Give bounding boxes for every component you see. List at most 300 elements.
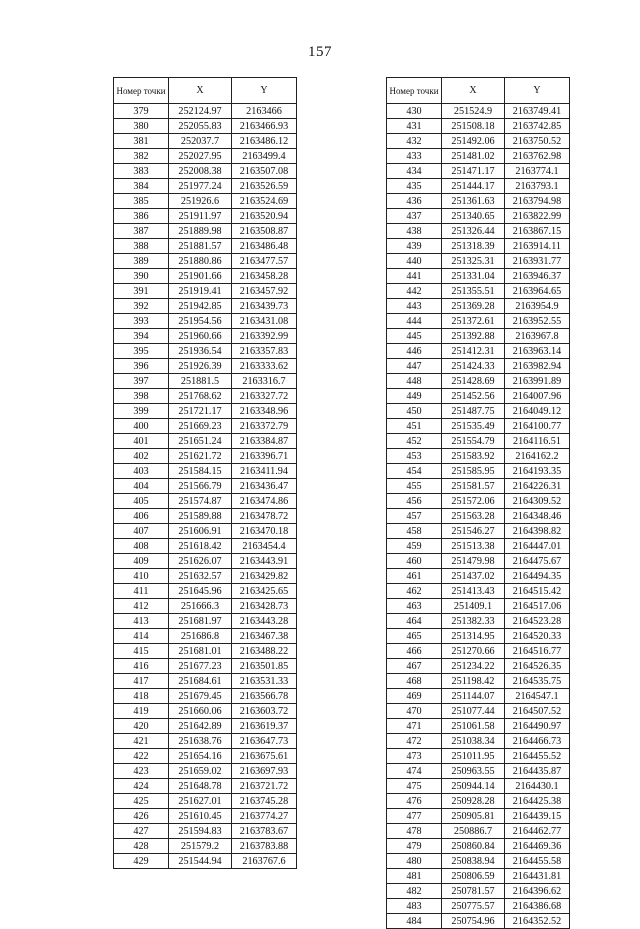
cell-point-number: 459 — [387, 539, 442, 554]
cell-point-number: 417 — [114, 674, 169, 689]
table-row — [114, 659, 297, 674]
cell-x: 251679.45 — [169, 689, 232, 704]
cell-point-number: 387 — [114, 224, 169, 239]
cell-point-number: 391 — [114, 284, 169, 299]
cell-x: 251524.9 — [442, 104, 505, 119]
cell-point-number: 439 — [387, 239, 442, 254]
cell-x: 251314.95 — [442, 629, 505, 644]
cell-x: 251926.39 — [169, 359, 232, 374]
cell-point-number: 443 — [387, 299, 442, 314]
table-row — [387, 674, 570, 689]
cell-point-number: 424 — [114, 779, 169, 794]
cell-point-number: 399 — [114, 404, 169, 419]
table-row — [114, 119, 297, 134]
table-row — [114, 344, 297, 359]
cell-point-number: 481 — [387, 869, 442, 884]
cell-y: 2163867.15 — [505, 224, 570, 239]
table-row — [387, 464, 570, 479]
table-row — [114, 554, 297, 569]
table-row — [387, 374, 570, 389]
cell-x: 251011.95 — [442, 749, 505, 764]
coordinates-table-left — [113, 77, 297, 869]
cell-x: 251880.86 — [169, 254, 232, 269]
header-point-number: Номер точки — [387, 78, 442, 104]
header-x: X — [442, 78, 505, 104]
cell-x: 252124.97 — [169, 104, 232, 119]
cell-x: 251437.02 — [442, 569, 505, 584]
cell-point-number: 465 — [387, 629, 442, 644]
table-row — [387, 344, 570, 359]
cell-y: 2164348.46 — [505, 509, 570, 524]
cell-x: 251585.95 — [442, 464, 505, 479]
table-row — [387, 764, 570, 779]
table-row — [387, 389, 570, 404]
cell-y: 2163647.73 — [232, 734, 297, 749]
cell-x: 251651.24 — [169, 434, 232, 449]
table-row — [387, 554, 570, 569]
table-row — [387, 209, 570, 224]
cell-y: 2163822.99 — [505, 209, 570, 224]
cell-point-number: 415 — [114, 644, 169, 659]
cell-y: 2163316.7 — [232, 374, 297, 389]
cell-point-number: 468 — [387, 674, 442, 689]
table-row — [114, 479, 297, 494]
table-row — [114, 209, 297, 224]
cell-y: 2164507.52 — [505, 704, 570, 719]
cell-point-number: 390 — [114, 269, 169, 284]
cell-point-number: 420 — [114, 719, 169, 734]
cell-y: 2163991.89 — [505, 374, 570, 389]
cell-x: 251392.88 — [442, 329, 505, 344]
cell-point-number: 419 — [114, 704, 169, 719]
cell-point-number: 467 — [387, 659, 442, 674]
cell-y: 2163499.4 — [232, 149, 297, 164]
cell-point-number: 438 — [387, 224, 442, 239]
cell-y: 2164430.1 — [505, 779, 570, 794]
cell-point-number: 416 — [114, 659, 169, 674]
table-row — [387, 119, 570, 134]
cell-point-number: 452 — [387, 434, 442, 449]
cell-point-number: 380 — [114, 119, 169, 134]
cell-x: 251508.18 — [442, 119, 505, 134]
cell-y: 2164494.35 — [505, 569, 570, 584]
cell-x: 251546.27 — [442, 524, 505, 539]
cell-y: 2163474.86 — [232, 494, 297, 509]
header-y: Y — [505, 78, 570, 104]
table-row — [114, 254, 297, 269]
cell-x: 250928.28 — [442, 794, 505, 809]
cell-x: 251471.17 — [442, 164, 505, 179]
cell-y: 2163470.18 — [232, 524, 297, 539]
table-row — [114, 749, 297, 764]
table-row — [387, 509, 570, 524]
cell-point-number: 435 — [387, 179, 442, 194]
cell-x: 251144.07 — [442, 689, 505, 704]
cell-y: 2164523.28 — [505, 614, 570, 629]
cell-point-number: 414 — [114, 629, 169, 644]
cell-y: 2163467.38 — [232, 629, 297, 644]
cell-point-number: 458 — [387, 524, 442, 539]
cell-x: 251936.54 — [169, 344, 232, 359]
table-row — [387, 794, 570, 809]
cell-x: 251942.85 — [169, 299, 232, 314]
cell-y: 2163486.48 — [232, 239, 297, 254]
cell-y: 2163982.94 — [505, 359, 570, 374]
table-row — [387, 524, 570, 539]
cell-y: 2163478.72 — [232, 509, 297, 524]
cell-y: 2163783.67 — [232, 824, 297, 839]
table-row — [114, 704, 297, 719]
table-row — [114, 539, 297, 554]
cell-x: 251413.43 — [442, 584, 505, 599]
table-row — [114, 764, 297, 779]
table-row — [387, 164, 570, 179]
cell-point-number: 392 — [114, 299, 169, 314]
cell-x: 251340.65 — [442, 209, 505, 224]
cell-point-number: 455 — [387, 479, 442, 494]
cell-x: 251642.89 — [169, 719, 232, 734]
cell-x: 251382.33 — [442, 614, 505, 629]
cell-y: 2163508.87 — [232, 224, 297, 239]
cell-point-number: 463 — [387, 599, 442, 614]
cell-x: 251270.66 — [442, 644, 505, 659]
table-row — [114, 269, 297, 284]
cell-x: 251684.61 — [169, 674, 232, 689]
cell-point-number: 421 — [114, 734, 169, 749]
cell-x: 251566.79 — [169, 479, 232, 494]
cell-y: 2164007.96 — [505, 389, 570, 404]
cell-point-number: 425 — [114, 794, 169, 809]
cell-x: 251638.76 — [169, 734, 232, 749]
table-row — [387, 569, 570, 584]
cell-y: 2164520.33 — [505, 629, 570, 644]
cell-x: 251768.62 — [169, 389, 232, 404]
cell-x: 251234.22 — [442, 659, 505, 674]
table-row — [387, 629, 570, 644]
cell-point-number: 476 — [387, 794, 442, 809]
cell-x: 251919.41 — [169, 284, 232, 299]
cell-point-number: 410 — [114, 569, 169, 584]
cell-x: 252055.83 — [169, 119, 232, 134]
cell-y: 2163794.98 — [505, 194, 570, 209]
cell-x: 251594.83 — [169, 824, 232, 839]
cell-x: 251481.02 — [442, 149, 505, 164]
cell-y: 2163745.28 — [232, 794, 297, 809]
header-point-number: Номер точки — [114, 78, 169, 104]
cell-y: 2164517.06 — [505, 599, 570, 614]
table-row — [114, 809, 297, 824]
cell-point-number: 441 — [387, 269, 442, 284]
cell-y: 2164309.52 — [505, 494, 570, 509]
cell-point-number: 396 — [114, 359, 169, 374]
cell-y: 2164439.15 — [505, 809, 570, 824]
cell-point-number: 388 — [114, 239, 169, 254]
table-row — [387, 359, 570, 374]
cell-y: 2163524.69 — [232, 194, 297, 209]
table-row — [387, 779, 570, 794]
table-row — [114, 419, 297, 434]
cell-y: 2163783.88 — [232, 839, 297, 854]
cell-point-number: 394 — [114, 329, 169, 344]
cell-point-number: 411 — [114, 584, 169, 599]
table-row — [114, 644, 297, 659]
cell-y: 2163507.08 — [232, 164, 297, 179]
table-row — [114, 629, 297, 644]
cell-point-number: 431 — [387, 119, 442, 134]
cell-y: 2164490.97 — [505, 719, 570, 734]
cell-y: 2164469.36 — [505, 839, 570, 854]
cell-y: 2164447.01 — [505, 539, 570, 554]
table-row — [387, 269, 570, 284]
cell-y: 2163396.71 — [232, 449, 297, 464]
cell-x: 250838.94 — [442, 854, 505, 869]
cell-y: 2164455.52 — [505, 749, 570, 764]
cell-x: 251487.75 — [442, 404, 505, 419]
cell-y: 2163749.41 — [505, 104, 570, 119]
cell-point-number: 442 — [387, 284, 442, 299]
table-row — [387, 899, 570, 914]
cell-point-number: 426 — [114, 809, 169, 824]
table-row — [114, 824, 297, 839]
cell-x: 251881.57 — [169, 239, 232, 254]
cell-y: 2164526.35 — [505, 659, 570, 674]
table-row — [114, 404, 297, 419]
cell-point-number: 456 — [387, 494, 442, 509]
cell-x: 251544.94 — [169, 854, 232, 869]
cell-y: 2164386.68 — [505, 899, 570, 914]
cell-y: 2163357.83 — [232, 344, 297, 359]
cell-y: 2163384.87 — [232, 434, 297, 449]
cell-y: 2163520.94 — [232, 209, 297, 224]
cell-point-number: 422 — [114, 749, 169, 764]
table-header-row — [114, 78, 297, 104]
cell-point-number: 477 — [387, 809, 442, 824]
table-row — [387, 239, 570, 254]
table-header-row — [387, 78, 570, 104]
cell-x: 251554.79 — [442, 434, 505, 449]
table-row — [387, 689, 570, 704]
cell-x: 251721.17 — [169, 404, 232, 419]
table-row — [114, 314, 297, 329]
cell-x: 251452.56 — [442, 389, 505, 404]
cell-y: 2163457.92 — [232, 284, 297, 299]
table-row — [387, 884, 570, 899]
cell-y: 2163963.14 — [505, 344, 570, 359]
cell-point-number: 470 — [387, 704, 442, 719]
table-row — [387, 329, 570, 344]
cell-x: 251077.44 — [442, 704, 505, 719]
cell-y: 2163333.62 — [232, 359, 297, 374]
cell-x: 250781.57 — [442, 884, 505, 899]
table-row — [387, 179, 570, 194]
cell-point-number: 434 — [387, 164, 442, 179]
table-row — [114, 359, 297, 374]
cell-y: 2163603.72 — [232, 704, 297, 719]
cell-x: 251660.06 — [169, 704, 232, 719]
cell-point-number: 429 — [114, 854, 169, 869]
cell-point-number: 454 — [387, 464, 442, 479]
table-row — [387, 314, 570, 329]
cell-x: 251061.58 — [442, 719, 505, 734]
table-row — [387, 824, 570, 839]
cell-y: 2163443.28 — [232, 614, 297, 629]
cell-y: 2163967.8 — [505, 329, 570, 344]
cell-point-number: 469 — [387, 689, 442, 704]
table-row — [387, 494, 570, 509]
cell-x: 252037.7 — [169, 134, 232, 149]
table-row — [387, 149, 570, 164]
cell-point-number: 401 — [114, 434, 169, 449]
cell-y: 2163697.93 — [232, 764, 297, 779]
cell-y: 2163774.1 — [505, 164, 570, 179]
table-row — [114, 569, 297, 584]
cell-y: 2163486.12 — [232, 134, 297, 149]
table-row — [114, 674, 297, 689]
cell-y: 2164396.62 — [505, 884, 570, 899]
table-row — [114, 854, 297, 869]
cell-y: 2164466.73 — [505, 734, 570, 749]
cell-point-number: 478 — [387, 824, 442, 839]
table-row — [114, 149, 297, 164]
cell-point-number: 432 — [387, 134, 442, 149]
table-row — [387, 809, 570, 824]
cell-x: 251889.98 — [169, 224, 232, 239]
cell-y: 2164475.67 — [505, 554, 570, 569]
cell-point-number: 379 — [114, 104, 169, 119]
cell-x: 251659.02 — [169, 764, 232, 779]
cell-y: 2163488.22 — [232, 644, 297, 659]
table-row — [387, 734, 570, 749]
cell-y: 2163762.98 — [505, 149, 570, 164]
cell-point-number: 436 — [387, 194, 442, 209]
cell-point-number: 386 — [114, 209, 169, 224]
cell-y: 2163372.79 — [232, 419, 297, 434]
cell-y: 2163721.72 — [232, 779, 297, 794]
cell-x: 251355.51 — [442, 284, 505, 299]
cell-point-number: 398 — [114, 389, 169, 404]
coordinates-table-right — [386, 77, 570, 929]
cell-point-number: 446 — [387, 344, 442, 359]
cell-x: 251648.78 — [169, 779, 232, 794]
cell-y: 2163946.37 — [505, 269, 570, 284]
cell-y: 2163964.65 — [505, 284, 570, 299]
table-row — [387, 479, 570, 494]
cell-x: 251198.42 — [442, 674, 505, 689]
table-row — [114, 584, 297, 599]
table-row — [114, 239, 297, 254]
cell-point-number: 385 — [114, 194, 169, 209]
cell-point-number: 418 — [114, 689, 169, 704]
cell-x: 250944.14 — [442, 779, 505, 794]
cell-y: 2163458.28 — [232, 269, 297, 284]
cell-x: 251681.97 — [169, 614, 232, 629]
table-row — [387, 584, 570, 599]
cell-y: 2164435.87 — [505, 764, 570, 779]
table-row — [114, 329, 297, 344]
cell-point-number: 450 — [387, 404, 442, 419]
cell-point-number: 402 — [114, 449, 169, 464]
cell-y: 2164431.81 — [505, 869, 570, 884]
cell-point-number: 484 — [387, 914, 442, 929]
cell-y: 2163392.99 — [232, 329, 297, 344]
cell-point-number: 413 — [114, 614, 169, 629]
cell-x: 251977.24 — [169, 179, 232, 194]
cell-point-number: 444 — [387, 314, 442, 329]
header-x: X — [169, 78, 232, 104]
table-row — [114, 434, 297, 449]
table-row — [114, 839, 297, 854]
cell-point-number: 472 — [387, 734, 442, 749]
cell-y: 2163501.85 — [232, 659, 297, 674]
cell-x: 251954.56 — [169, 314, 232, 329]
cell-x: 251654.16 — [169, 749, 232, 764]
cell-x: 251424.33 — [442, 359, 505, 374]
cell-x: 251584.15 — [169, 464, 232, 479]
table-row — [114, 689, 297, 704]
table-row — [114, 179, 297, 194]
cell-point-number: 482 — [387, 884, 442, 899]
table-row — [114, 509, 297, 524]
cell-x: 251960.66 — [169, 329, 232, 344]
cell-y: 2163931.77 — [505, 254, 570, 269]
table-row — [387, 434, 570, 449]
cell-y: 2163443.91 — [232, 554, 297, 569]
cell-point-number: 475 — [387, 779, 442, 794]
table-row — [114, 284, 297, 299]
cell-y: 2163914.11 — [505, 239, 570, 254]
cell-x: 250860.84 — [442, 839, 505, 854]
table-row — [387, 254, 570, 269]
cell-y: 2163526.59 — [232, 179, 297, 194]
cell-x: 251492.06 — [442, 134, 505, 149]
cell-point-number: 427 — [114, 824, 169, 839]
table-row — [114, 389, 297, 404]
table-row — [114, 524, 297, 539]
cell-point-number: 403 — [114, 464, 169, 479]
table-row — [387, 839, 570, 854]
table-row — [387, 719, 570, 734]
cell-x: 251369.28 — [442, 299, 505, 314]
cell-point-number: 395 — [114, 344, 169, 359]
cell-x: 250806.59 — [442, 869, 505, 884]
cell-x: 251581.57 — [442, 479, 505, 494]
cell-point-number: 381 — [114, 134, 169, 149]
cell-point-number: 479 — [387, 839, 442, 854]
table-row — [114, 464, 297, 479]
table-row — [114, 599, 297, 614]
cell-x: 251626.07 — [169, 554, 232, 569]
cell-point-number: 400 — [114, 419, 169, 434]
cell-point-number: 428 — [114, 839, 169, 854]
cell-x: 251589.88 — [169, 509, 232, 524]
cell-point-number: 451 — [387, 419, 442, 434]
cell-y: 2163793.1 — [505, 179, 570, 194]
cell-x: 252027.95 — [169, 149, 232, 164]
cell-y: 2164116.51 — [505, 434, 570, 449]
cell-point-number: 473 — [387, 749, 442, 764]
table-row — [387, 134, 570, 149]
cell-x: 251606.91 — [169, 524, 232, 539]
table-row — [387, 449, 570, 464]
cell-point-number: 461 — [387, 569, 442, 584]
table-row — [114, 719, 297, 734]
cell-point-number: 397 — [114, 374, 169, 389]
cell-point-number: 407 — [114, 524, 169, 539]
table-row — [114, 134, 297, 149]
cell-point-number: 409 — [114, 554, 169, 569]
cell-y: 2164535.75 — [505, 674, 570, 689]
cell-x: 251618.42 — [169, 539, 232, 554]
